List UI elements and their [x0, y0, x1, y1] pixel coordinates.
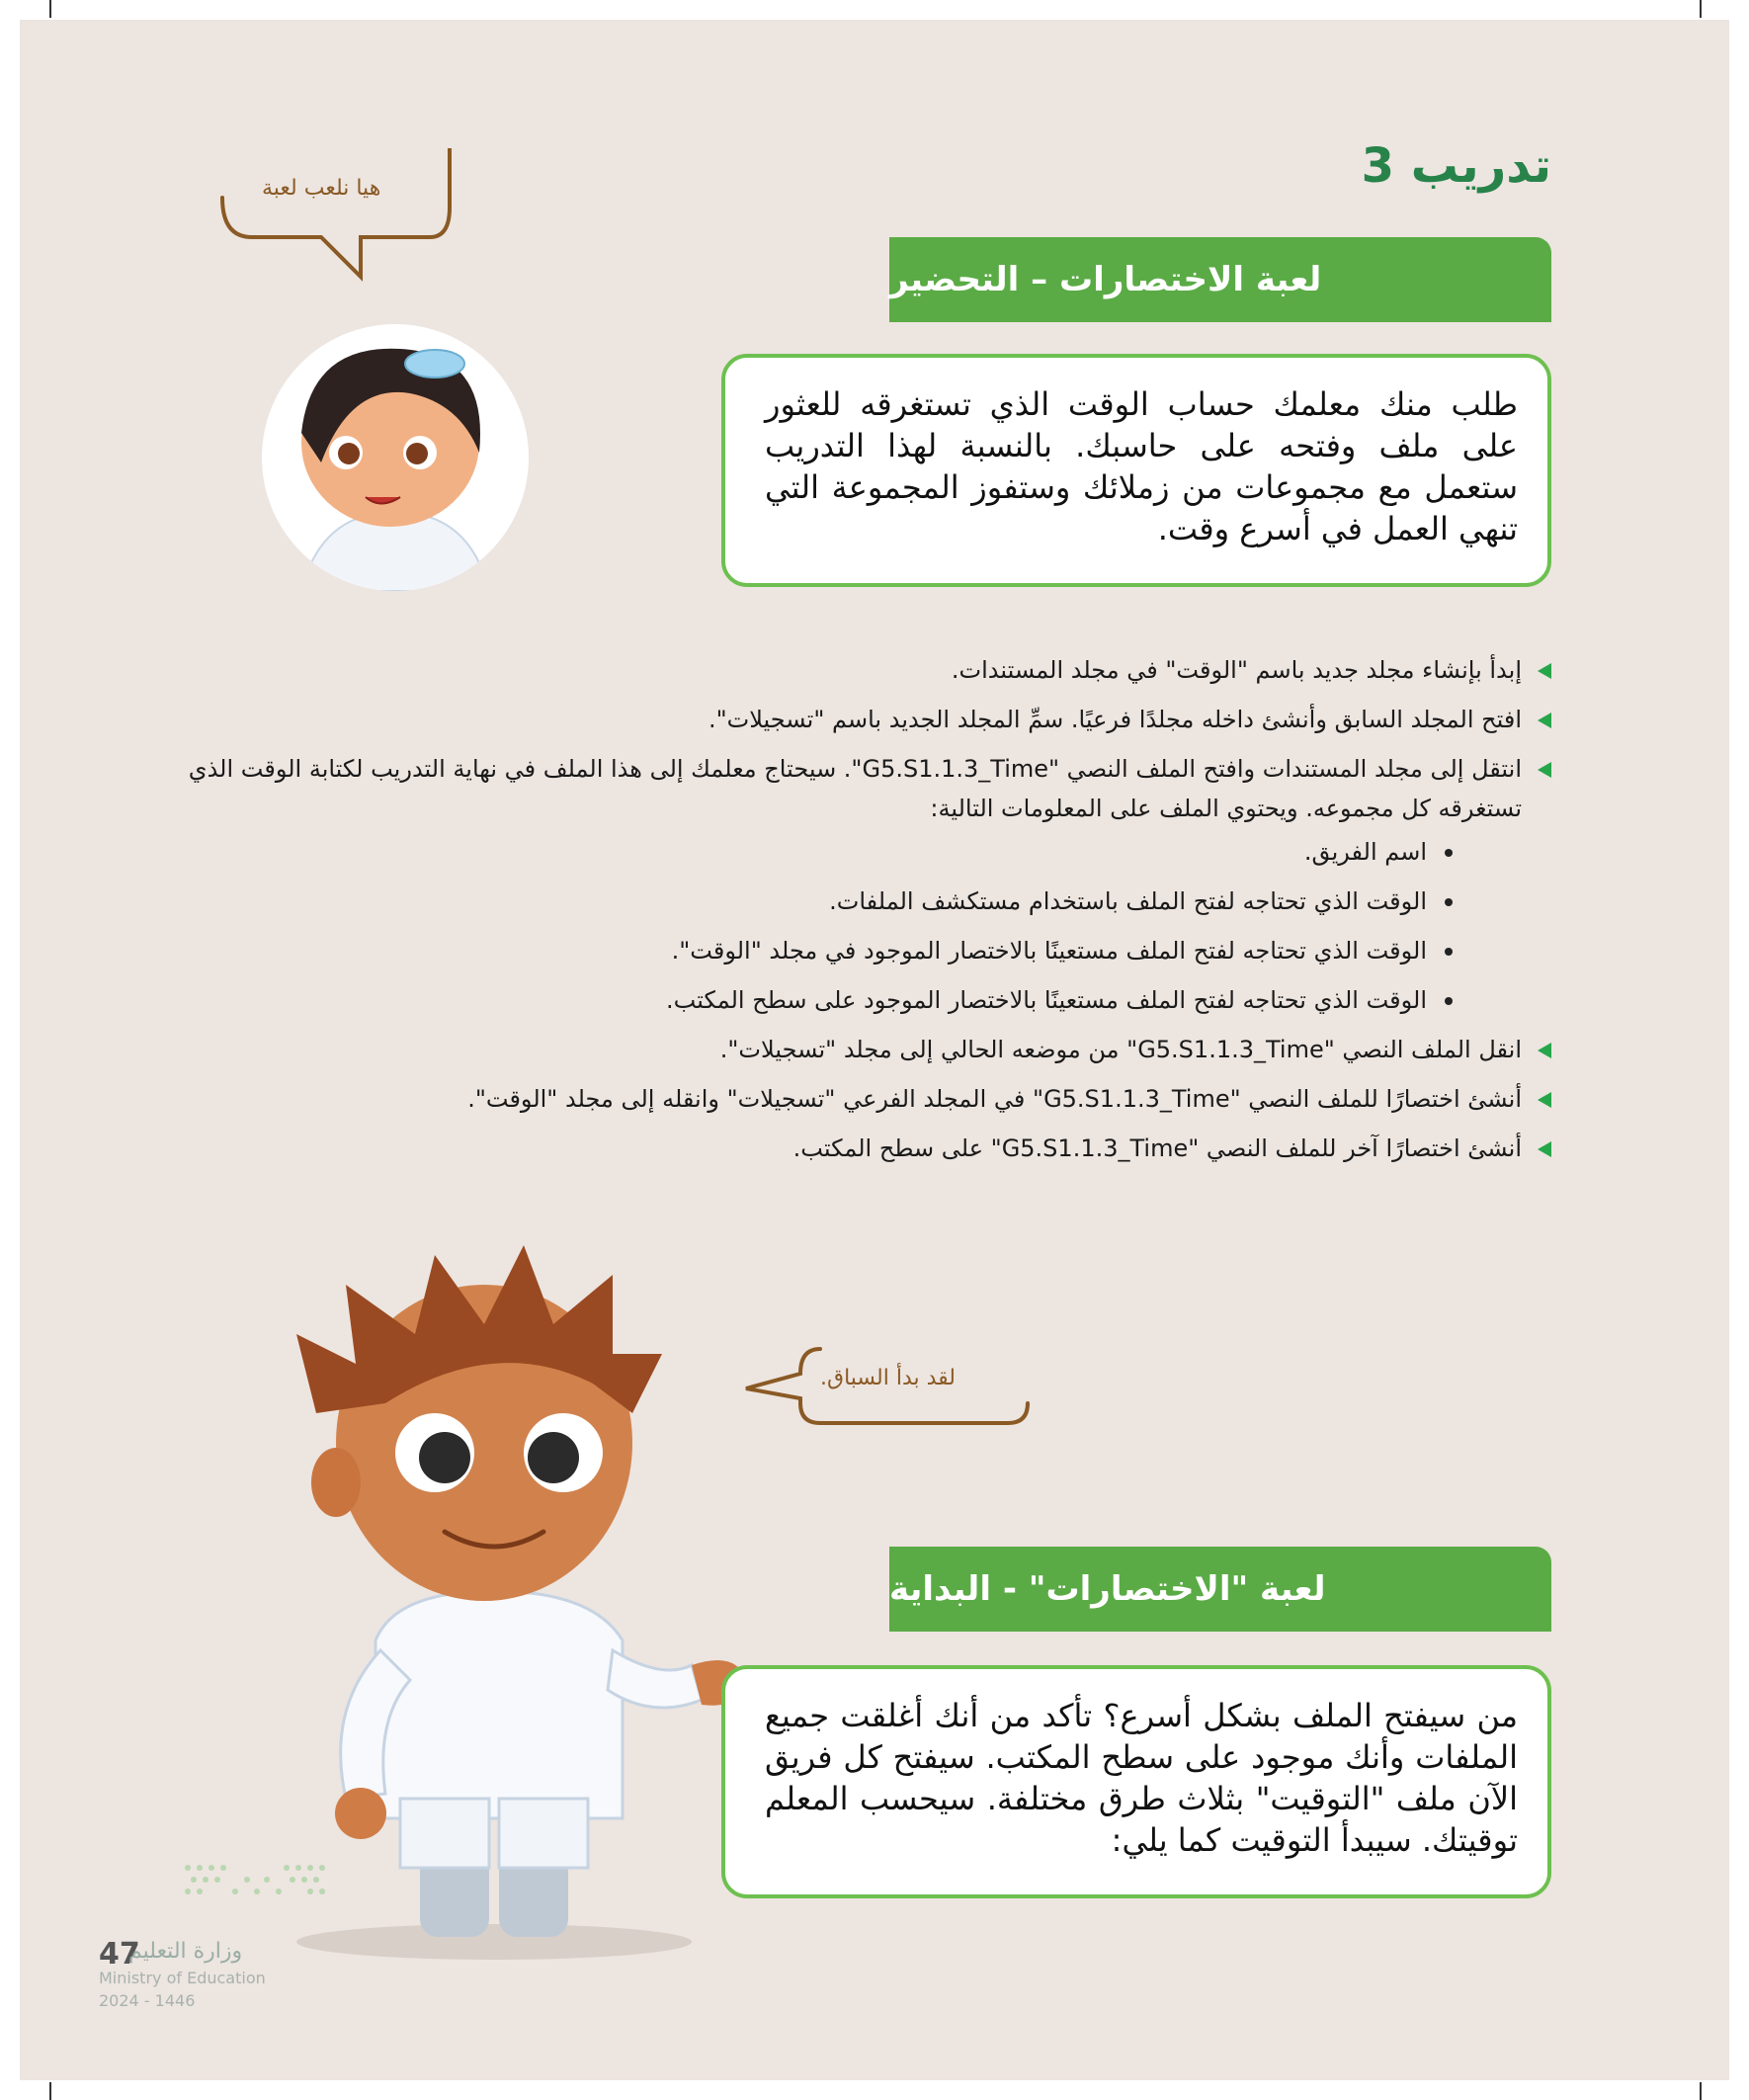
intro-text-start: من سيفتح الملف بشكل أسرع؟ تأكد من أنك أغلقت جميع الملفات وأنك موجود على سطح المكتب. سيفتح كل فريق الآن ملف "التوقيت" بثلاث طرق مختلفة. سيحسب المعلم توقيتك. سيبدأ التوقيت كما يلي:	[765, 1697, 1518, 1859]
bullet-triangle-icon	[1538, 1141, 1551, 1157]
girl-avatar	[262, 324, 529, 591]
ministry-name-en: Ministry of Education	[99, 1969, 266, 1987]
bullet-dot-icon	[1445, 898, 1453, 906]
bullet-dot-icon	[1445, 997, 1453, 1005]
ministry-name-ar: وزارة التعليم	[128, 1939, 243, 1964]
edition-year: 2024 - 1446	[99, 1991, 196, 2010]
bullet-triangle-icon	[1538, 762, 1551, 778]
crop-mark	[1700, 0, 1702, 18]
crop-mark	[49, 2082, 51, 2100]
page-number: 47	[99, 1937, 140, 1972]
section-header-start: لعبة "الاختصارات" - البداية	[889, 1547, 1551, 1632]
list-item: أنشئ اختصارًا آخر للملف النصي "G5.S1.1.3_Time" على سطح المكتب.	[178, 1129, 1551, 1168]
steps-list	[178, 650, 1551, 1178]
bullet-triangle-icon	[1538, 1043, 1551, 1058]
boy-speech-text: لقد بدأ السباق.	[820, 1366, 956, 1390]
list-item: افتح المجلد السابق وأنشئ داخله مجلدًا فرعيًا. سمِّ المجلد الجديد باسم "تسجيلات".	[178, 700, 1551, 739]
bullet-triangle-icon	[1538, 1092, 1551, 1108]
intro-box-start	[721, 1665, 1551, 1898]
girl-speech-bubble	[212, 148, 459, 282]
crop-mark	[49, 0, 51, 18]
list-item: إبدأ بإنشاء مجلد جديد باسم "الوقت" في مجلد المستندات.	[178, 650, 1551, 690]
bullet-triangle-icon	[1538, 663, 1551, 679]
sub-list-item: الوقت الذي تحتاجه لفتح الملف باستخدام مستكشف الملفات.	[178, 882, 1453, 921]
list-item: انتقل إلى مجلد المستندات وافتح الملف النصي "G5.S1.1.3_Time". سيحتاج معلمك إلى هذا الملف في نهاية التدريب لكتابة الوقت الذي تستغرقه كل مجموعه. ويحتوي الملف على المعلومات التالية: اسم الفريق. الوقت الذي تحتاجه لفتح الملف باستخدام مستكشف الملفات. الوقت الذي تحتاجه لفتح الملف مستعينًا بالاختصار الموجود في مجلد "الوقت". الوقت الذي تحتاجه لفتح الملف مستعينًا بالاختصار الموجود على سطح المكتب.	[178, 749, 1551, 1020]
ministry-logo-dots-icon	[178, 1858, 356, 1907]
sub-list-item: اسم الفريق.	[178, 832, 1453, 872]
list-item: انقل الملف النصي "G5.S1.1.3_Time" من موضعه الحالي إلى مجلد "تسجيلات".	[178, 1030, 1551, 1069]
intro-box-preparation	[721, 354, 1551, 587]
page-title: تدريب 3	[1361, 138, 1551, 194]
bullet-dot-icon	[1445, 948, 1453, 956]
bullet-dot-icon	[1445, 849, 1453, 857]
bullet-triangle-icon	[1538, 713, 1551, 728]
list-item: أنشئ اختصارًا للملف النصي "G5.S1.1.3_Time" في المجلد الفرعي "تسجيلات" وانقله إلى مجلد "الوقت".	[178, 1079, 1551, 1119]
sub-list-item: الوقت الذي تحتاجه لفتح الملف مستعينًا بالاختصار الموجود في مجلد "الوقت".	[178, 931, 1453, 970]
boy-character-illustration	[198, 1216, 751, 1967]
sub-list-item: الوقت الذي تحتاجه لفتح الملف مستعينًا بالاختصار الموجود على سطح المكتب.	[178, 980, 1453, 1020]
section-header-preparation: لعبة الاختصارات – التحضير	[889, 237, 1551, 322]
girl-speech-text: هيا نلعب لعبة	[262, 176, 381, 201]
crop-mark	[1700, 2082, 1702, 2100]
sub-list	[178, 832, 1522, 1020]
intro-text-preparation: طلب منك معلمك حساب الوقت الذي تستغرقه للعثور على ملف وفتحه على حاسبك. بالنسبة لهذا التدريب ستعمل مع مجموعات من زملائك وستفوز المجموعة التي تنهي العمل في أسرع وقت.	[765, 385, 1518, 547]
